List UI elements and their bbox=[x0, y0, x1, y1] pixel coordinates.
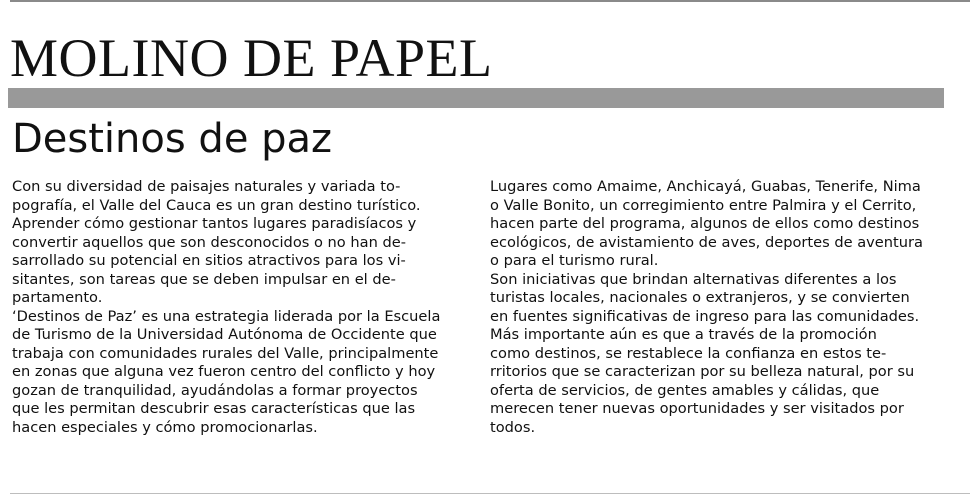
body-line: Con su diversidad de paisajes naturales y variada to- bbox=[12, 178, 401, 195]
body-line: hacen parte del programa, algunos de ellos como destinos bbox=[490, 215, 920, 232]
body-line: gozan de tranquilidad, ayudándolas a formar proyectos bbox=[12, 381, 418, 399]
bottom-rule bbox=[10, 493, 970, 494]
body-line: Son iniciativas que brindan alternativas diferentes a los bbox=[490, 270, 897, 288]
body-line: o para el turismo rural. bbox=[490, 252, 659, 269]
body-line: o Valle Bonito, un corregimiento entre Palmira y el Cerrito, bbox=[490, 196, 917, 214]
body-line: que les permitan descubrir esas características que las bbox=[12, 400, 416, 417]
masthead-title: MOLINO DE PAPEL bbox=[10, 28, 493, 88]
body-line: Más importante aún es que a través de la promoción bbox=[490, 326, 877, 343]
body-line: Lugares como Amaime, Anchicayá, Guabas, Tenerife, Nima bbox=[490, 178, 921, 195]
article-title: Destinos de paz bbox=[12, 116, 333, 162]
body-line: en zonas que alguna vez fueron centro del conflicto y hoy bbox=[12, 363, 436, 380]
body-line: Aprender cómo gestionar tantos lugares paradisíacos y bbox=[12, 215, 417, 232]
body-line: pografía, el Valle del Cauca es un gran destino turístico. bbox=[12, 196, 421, 214]
article-column-right bbox=[490, 178, 960, 437]
body-line: en fuentes significativas de ingreso para las comunidades. bbox=[490, 307, 920, 325]
body-line: sitantes, son tareas que se deben impulsar en el de- bbox=[12, 270, 396, 288]
body-line: hacen especiales y cómo promocionarlas. bbox=[12, 418, 318, 436]
body-line: rritorios que se caracterizan por su belleza natural, por su bbox=[490, 363, 915, 380]
body-line: merecen tener nuevas oportunidades y ser visitados por bbox=[490, 400, 904, 417]
body-line: ‘Destinos de Paz’ es una estrategia liderada por la Escuela bbox=[12, 307, 441, 325]
body-line: partamento. bbox=[12, 289, 103, 306]
body-line: oferta de servicios, de gentes amables y cálidas, que bbox=[490, 381, 880, 399]
masthead-bar bbox=[8, 88, 944, 108]
top-rule bbox=[10, 0, 970, 2]
body-line: sarrollado su potencial en sitios atractivos para los vi- bbox=[12, 252, 406, 269]
body-line: turistas locales, nacionales o extranjeros, y se convierten bbox=[490, 289, 910, 306]
body-line: de Turismo de la Universidad Autónoma de Occidente que bbox=[12, 326, 437, 343]
body-line: convertir aquellos que son desconocidos o no han de- bbox=[12, 233, 406, 251]
article-column-left bbox=[12, 178, 472, 437]
body-line: todos. bbox=[490, 418, 536, 436]
body-line: como destinos, se restablece la confianza en estos te- bbox=[490, 344, 887, 362]
body-line: ecológicos, de avistamiento de aves, deportes de aventura bbox=[490, 233, 923, 251]
body-line: trabaja con comunidades rurales del Valle, principalmente bbox=[12, 344, 439, 362]
